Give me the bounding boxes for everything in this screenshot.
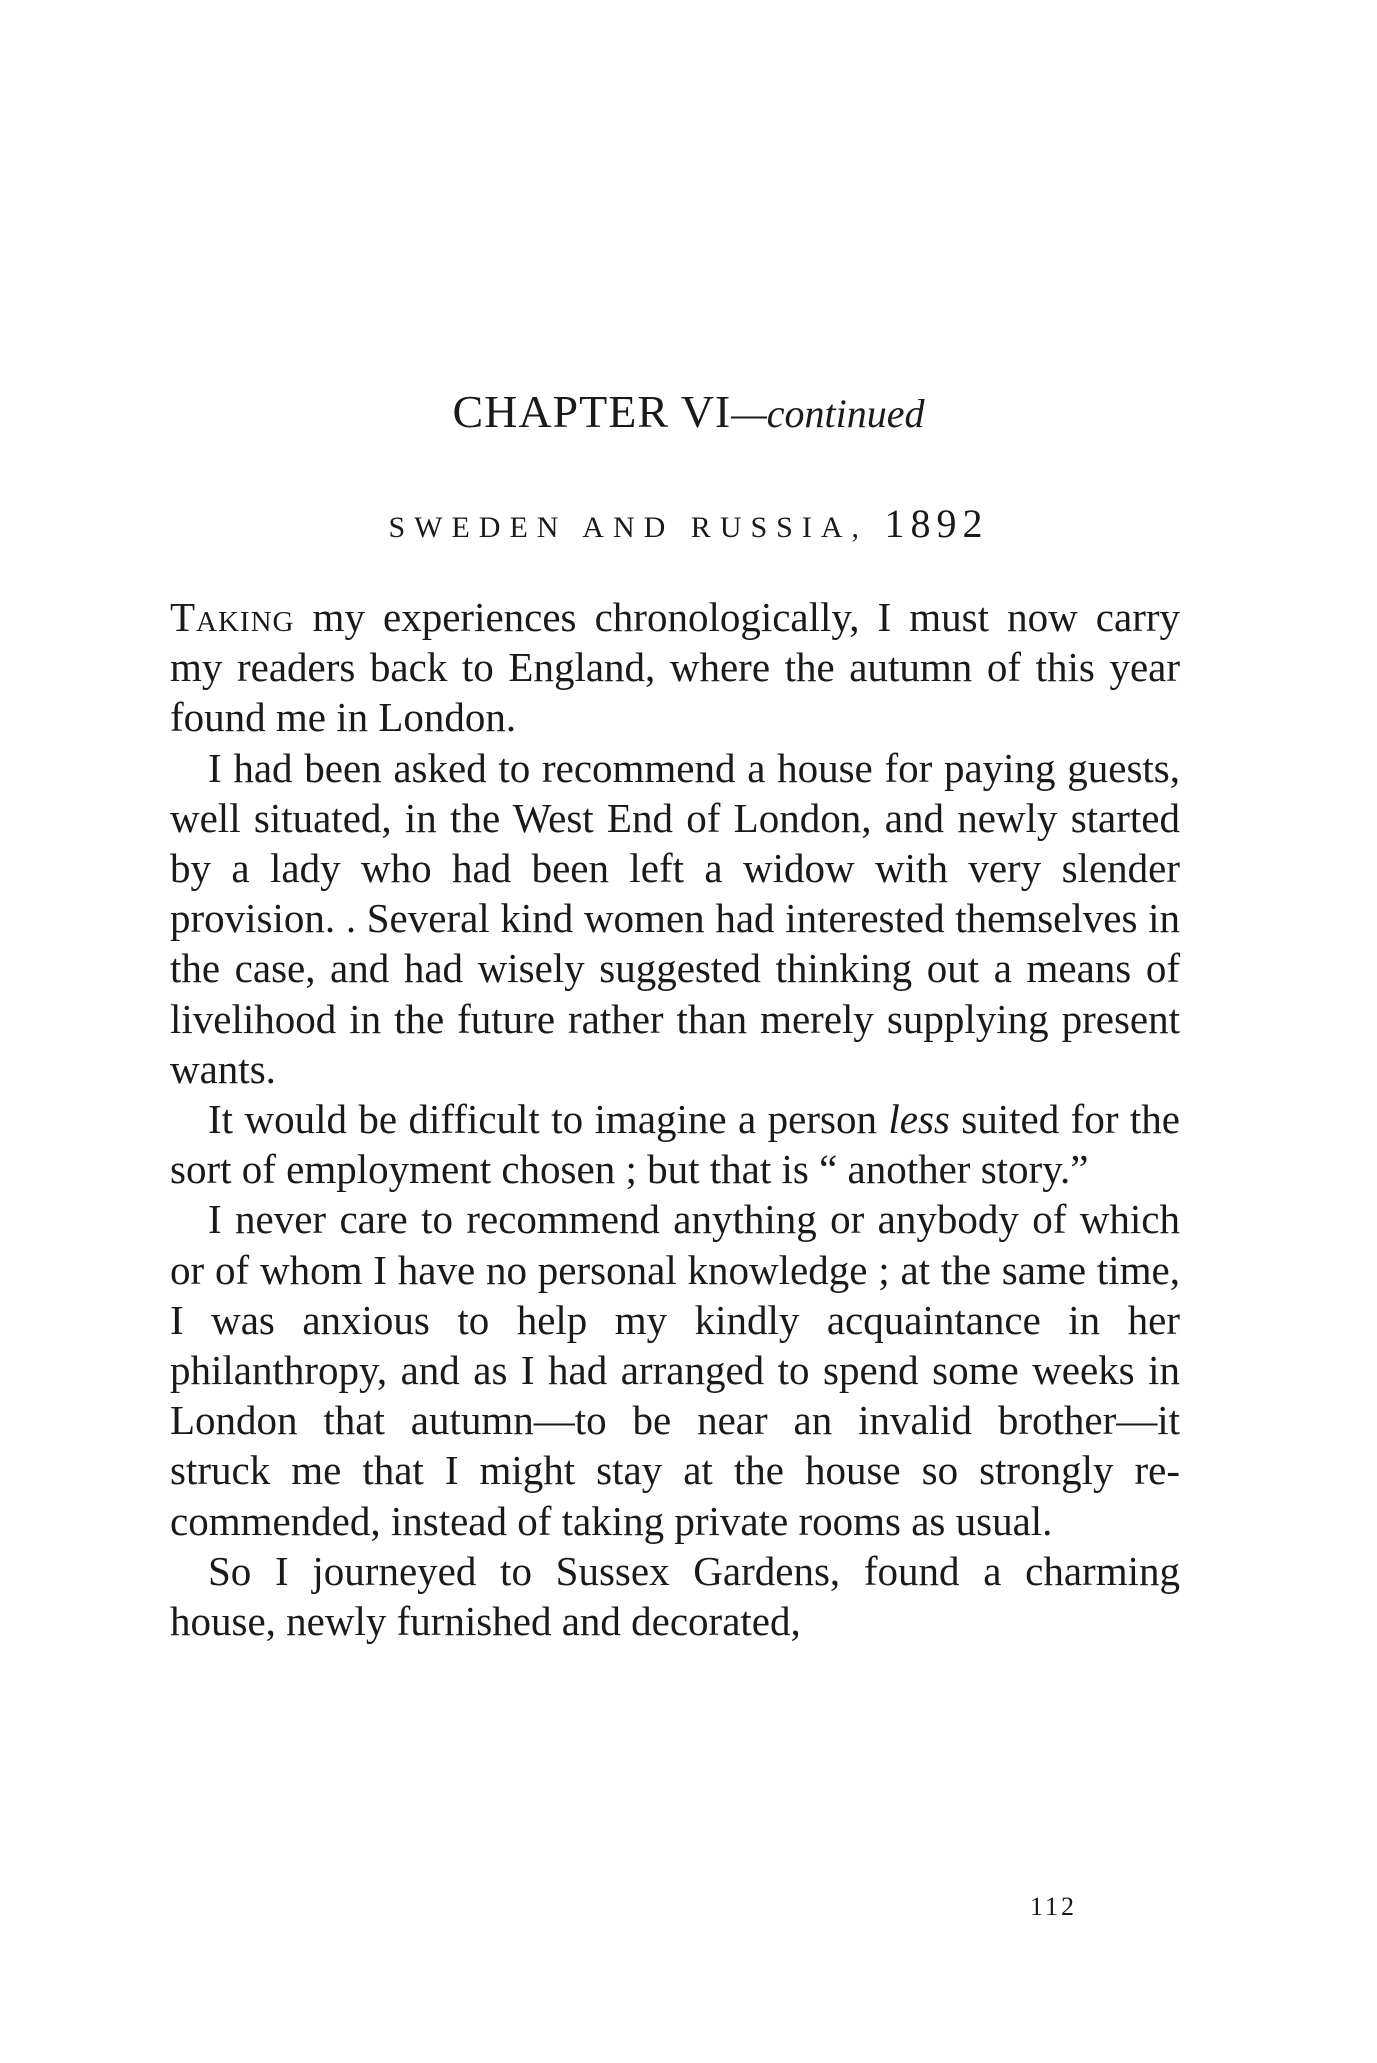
paragraph-3-before: It would be difficult to imagine a person: [208, 1096, 889, 1143]
chapter-year: 1892: [884, 501, 989, 546]
chapter-number: CHAPTER VI: [452, 386, 732, 437]
paragraph-3-emphasis: less: [888, 1096, 950, 1143]
chapter-subtitle: [0, 500, 1377, 547]
chapter-subtitle-text: SWEDEN AND RUSSIA,: [388, 511, 869, 544]
opening-word: Taking: [170, 594, 295, 640]
paragraph-5: So I journeyed to Sussex Gardens, found a charming house, newly furnished and decorated,: [170, 1547, 1180, 1645]
paragraph-3-after: suited for the sort of employment chosen ; but that is “ another story.”: [170, 1096, 1180, 1193]
body-text: [170, 592, 1180, 1646]
paragraph-3: [170, 1094, 1180, 1194]
chapter-continued: —continued: [731, 391, 925, 436]
paragraph-1-text: my experiences chronologically, I must now carry my readers back to England, where the autumn of this year found me in London.: [170, 594, 1180, 741]
paragraph-2: I had been asked to recommend a house for paying guests, well situated, in the West End of London, and newly started by a lady who had been left a widow with very slender provision. . Several kind women had interested themselves in the case, and had wisely suggested thinking out a means of livelihood in the future rather than merely supplying present wants.: [170, 744, 1180, 1092]
paragraph-4: I never care to recommend anything or anybody of which or of whom I have no personal knowledge ; at the same time, I was anxious to help my kindly acquaintance in her philanthropy, and as I had arranged to spend some weeks in London that autumn—to be near an invalid brother—it struck me that I might stay at the house so strongly recommended, instead of taking private rooms as usual.: [170, 1196, 1180, 1544]
paragraph-1: [170, 592, 1180, 743]
page-number: 112: [1030, 1892, 1078, 1921]
chapter-title: [0, 385, 1377, 438]
